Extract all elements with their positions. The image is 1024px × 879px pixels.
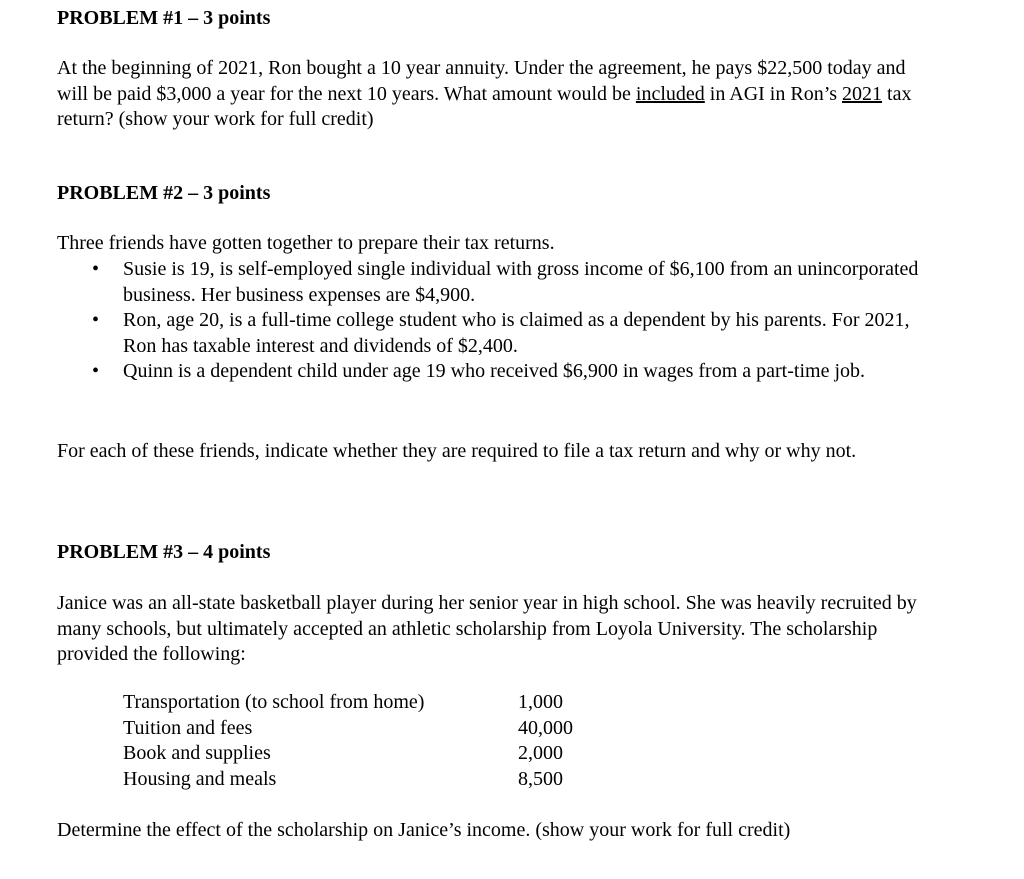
bullet-icon: • (92, 309, 100, 331)
list-item (57, 308, 937, 359)
table-row (123, 741, 573, 767)
problem-1-text (57, 56, 937, 133)
problem-1-text-part-a: At the beginning of 2021, Ron bought a 10 year annuity. Under the agreement, he pays $22,500 today and will be paid $3,000 a year for the next 10 years. What amount would be (57, 57, 906, 105)
table-row (123, 690, 573, 716)
scholarship-item-value: 1,000 (518, 691, 563, 713)
scholarship-item-label: Housing and meals (123, 767, 277, 790)
scholarship-item-label: Transportation (to school from home) (123, 691, 425, 713)
problem-2-heading: PROBLEM #2 – 3 points (57, 182, 271, 204)
problem-3-question: Determine the effect of the scholarship on Janice’s income. (show your work for full credit) (57, 819, 791, 841)
scholarship-table (123, 690, 573, 792)
problem-2-bullet-list (57, 257, 937, 385)
problem-3-intro: Janice was an all-state basketball player during her senior year in high school. She was heavily recruited by many schools, but ultimately accepted an athletic scholarship from Loyola University. The scholarship provided the following: (57, 592, 917, 665)
list-item (57, 257, 937, 308)
problem-1-heading: PROBLEM #1 – 3 points (57, 7, 271, 29)
bullet-icon: • (92, 360, 100, 382)
bullet-text-susie: Susie is 19, is self-employed single individual with gross income of $6,100 from an unincorporated business. Her business expenses are $4,900. (123, 258, 919, 306)
problem-2-intro: Three friends have gotten together to prepare their tax returns. (57, 232, 555, 254)
problem-3-heading: PROBLEM #3 – 4 points (57, 541, 271, 563)
scholarship-item-value: 2,000 (518, 742, 563, 764)
scholarship-item-value: 40,000 (518, 716, 573, 739)
problem-1-text-part-c: tax return? (show your work for full credit) (57, 82, 912, 130)
scholarship-item-label: Book and supplies (123, 742, 271, 764)
bullet-icon: • (92, 258, 100, 280)
list-item (57, 359, 937, 385)
table-row (123, 716, 573, 742)
problem-1-included-underlined: included (635, 82, 705, 105)
bullet-text-quinn: Quinn is a dependent child under age 19 who received $6,900 in wages from a part-time job. (123, 360, 866, 382)
bullet-text-ron: Ron, age 20, is a full-time college student who is claimed as a dependent by his parents. For 2021, Ron has taxable interest and dividends of $2,400. (123, 309, 910, 357)
table-row (123, 767, 573, 793)
problem-2-question: For each of these friends, indicate whether they are required to file a tax return and why or why not. (57, 440, 857, 462)
problem-1-text-part-b: in AGI in Ron’s (704, 82, 843, 105)
scholarship-item-value: 8,500 (518, 767, 563, 790)
problem-1-year-underlined: 2021 (842, 82, 883, 105)
scholarship-item-label: Tuition and fees (123, 716, 253, 739)
